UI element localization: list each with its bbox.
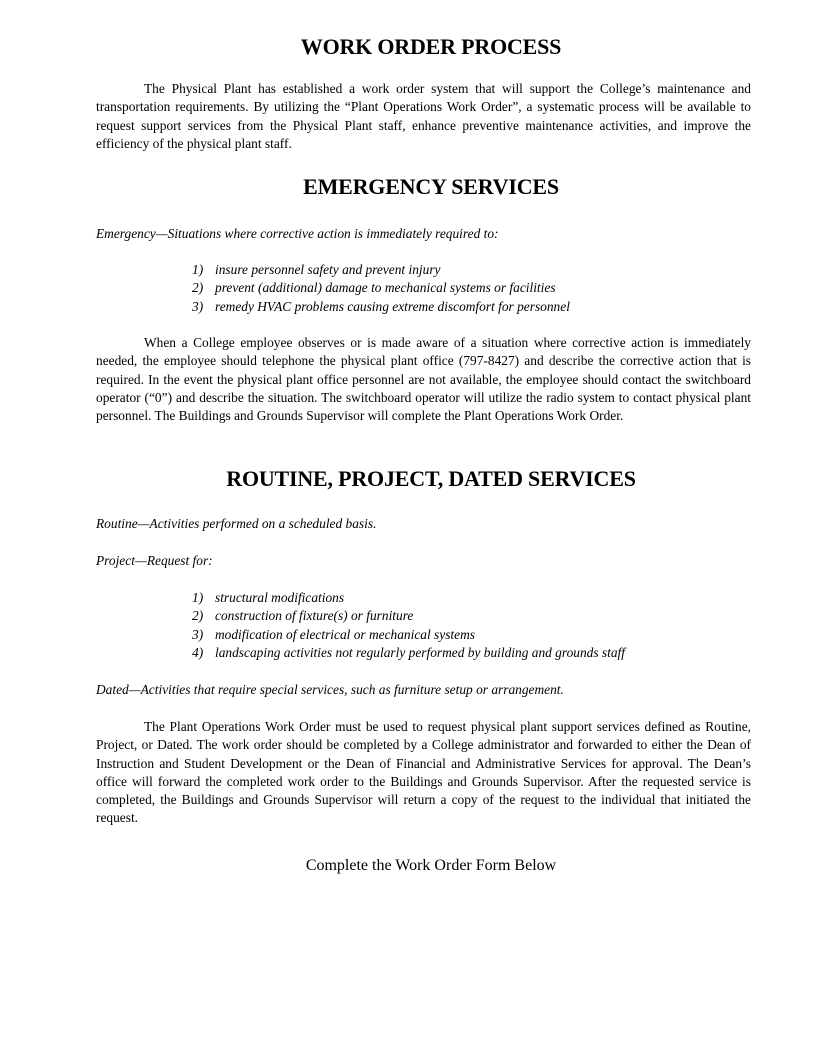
page-title: WORK ORDER PROCESS <box>300 34 562 59</box>
list-item-text: insure personnel safety and prevent injury <box>215 262 441 277</box>
list-item-number: 3) <box>192 298 204 314</box>
list-item <box>192 298 570 316</box>
routine-procedure-paragraph: The Plant Operations Work Order must be used to request physical plant support services defined as Routine, Project, or Dated. The work order should be completed by a College administrator and forwarded to either the Dean of Instruction and Student Development or the Dean of Financial and Administrative Services for approval. The Dean’s office will forward the completed work order to the Buildings and Grounds Supervisor. After the requested service is completed, the Buildings and Grounds Supervisor will return a copy of the request to the individual that initiated the request. <box>96 719 751 826</box>
list-item <box>192 607 625 625</box>
list-item <box>192 626 625 644</box>
emergency-definition: Emergency—Situations where corrective action is immediately required to: <box>96 226 499 241</box>
list-item-text: remedy HVAC problems causing extreme discomfort for personnel <box>215 298 570 314</box>
list-item-number: 3) <box>192 626 204 642</box>
list-item-number: 1) <box>192 262 204 277</box>
list-item-number: 1) <box>192 590 204 605</box>
emergency-heading: EMERGENCY SERVICES <box>303 174 559 199</box>
project-definition: Project—Request for: <box>96 553 213 568</box>
routine-heading: ROUTINE, PROJECT, DATED SERVICES <box>226 466 636 491</box>
list-item-text: landscaping activities not regularly performed by building and grounds staff <box>215 644 625 660</box>
emergency-list <box>192 261 570 316</box>
list-item-text: construction of fixture(s) or furniture <box>215 608 414 624</box>
list-item-text: modification of electrical or mechanical systems <box>215 626 475 642</box>
intro-paragraph: The Physical Plant has established a work order system that will support the College’s maintenance and transportation requirements. By utilizing the “Plant Operations Work Order”, a systematic process will be available to request support services from the Physical Plant staff, enhance preventive maintenance activities, and improve the efficiency of the physical plant staff. <box>96 81 751 151</box>
routine-definition: Routine—Activities performed on a scheduled basis. <box>96 516 377 531</box>
list-item-number: 4) <box>192 644 204 660</box>
list-item <box>192 261 570 279</box>
list-item <box>192 644 625 662</box>
dated-definition: Dated—Activities that require special services, such as furniture setup or arrangement. <box>96 682 564 697</box>
list-item-text: structural modifications <box>215 590 345 605</box>
project-list <box>192 589 625 662</box>
emergency-procedure-paragraph: When a College employee observes or is made aware of a situation where corrective action is immediately needed, the employee should telephone the physical plant office (797-8427) and describe the corrective action that is required. In the event the physical plant office personnel are not available, the employee should contact the switchboard operator (“0”) and describe the situation. The switchboard operator will utilize the radio system to contact physical plant personnel. The Buildings and Grounds Supervisor will complete the Plant Operations Work Order. <box>96 335 751 424</box>
list-item <box>192 589 625 607</box>
list-item <box>192 279 570 297</box>
form-instruction: Complete the Work Order Form Below <box>305 857 557 874</box>
list-item-number: 2) <box>192 608 204 624</box>
list-item-text: prevent (additional) damage to mechanical systems or facilities <box>215 280 556 296</box>
list-item-number: 2) <box>192 280 204 296</box>
